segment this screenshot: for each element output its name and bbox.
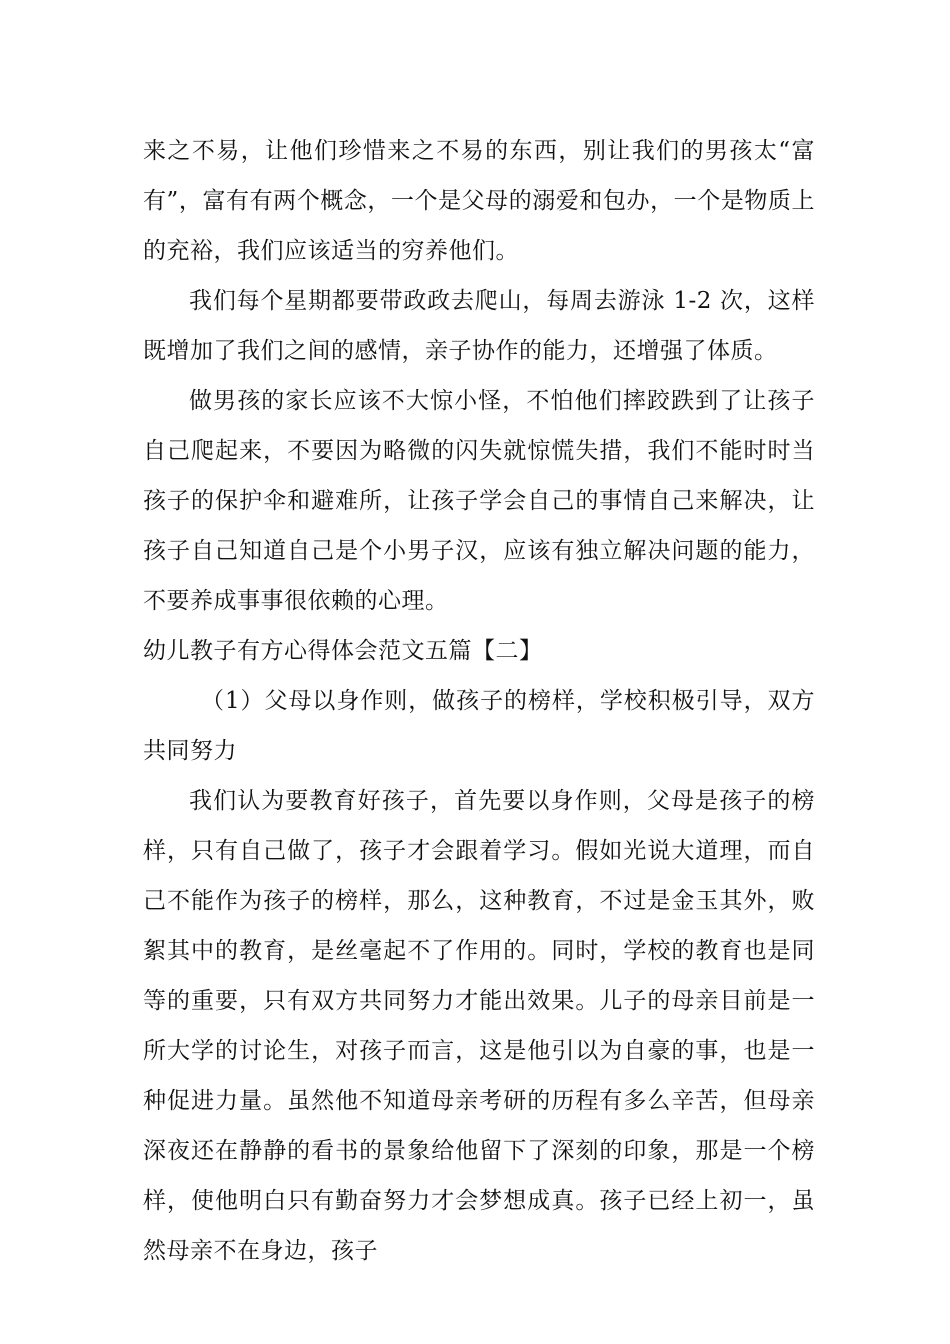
paragraph-independence: 做男孩的家长应该不大惊小怪，不怕他们摔跤跌到了让孩子自己爬起来，不要因为略微的闪失就惊慌失措，我们不能时时当孩子的保护伞和避难所，让孩子学会自己的事情自己来解决，让孩子自己知道自己是个小男子汉，应该有独立解决问题的能力，不要养成事事很依赖的心理。	[143, 388, 815, 614]
subheading: （1）父母以身作则，做孩子的榜样，学校积极引导，双方共同努力	[143, 688, 815, 764]
paragraph-swimming: 我们每个星期都要带政政去爬山，每周去游泳 1-2 次，这样既增加了我们之间的感情，亲子协作的能力，还增强了体质。	[143, 288, 815, 364]
paragraph-continued: 来之不易，让他们珍惜来之不易的东西，别让我们的男孩太“富有”，富有有两个概念，一个是父母的溺爱和包办，一个是物质上的充裕，我们应该适当的穷养他们。	[143, 138, 815, 264]
section-heading: 幼儿教子有方心得体会范文五篇【二】	[143, 638, 543, 664]
document-body	[143, 126, 815, 1276]
paragraph-role-model: 我们认为要教育好孩子，首先要以身作则，父母是孩子的榜样，只有自己做了，孩子才会跟着学习。假如光说大道理，而自己不能作为孩子的榜样，那么，这种教育，不过是金玉其外，败絮其中的教育，是丝毫起不了作用的。同时，学校的教育也是同等的重要，只有双方共同努力才能出效果。儿子的母亲目前是一所大学的讨论生，对孩子而言，这是他引以为自豪的事，也是一种促进力量。虽然他不知道母亲考研的历程有多么辛苦，但母亲深夜还在静静的看书的景象给他留下了深刻的印象，那是一个榜样，使他明白只有勤奋努力才会梦想成真。孩子已经上初一，虽然母亲不在身边，孩子	[143, 788, 815, 1264]
